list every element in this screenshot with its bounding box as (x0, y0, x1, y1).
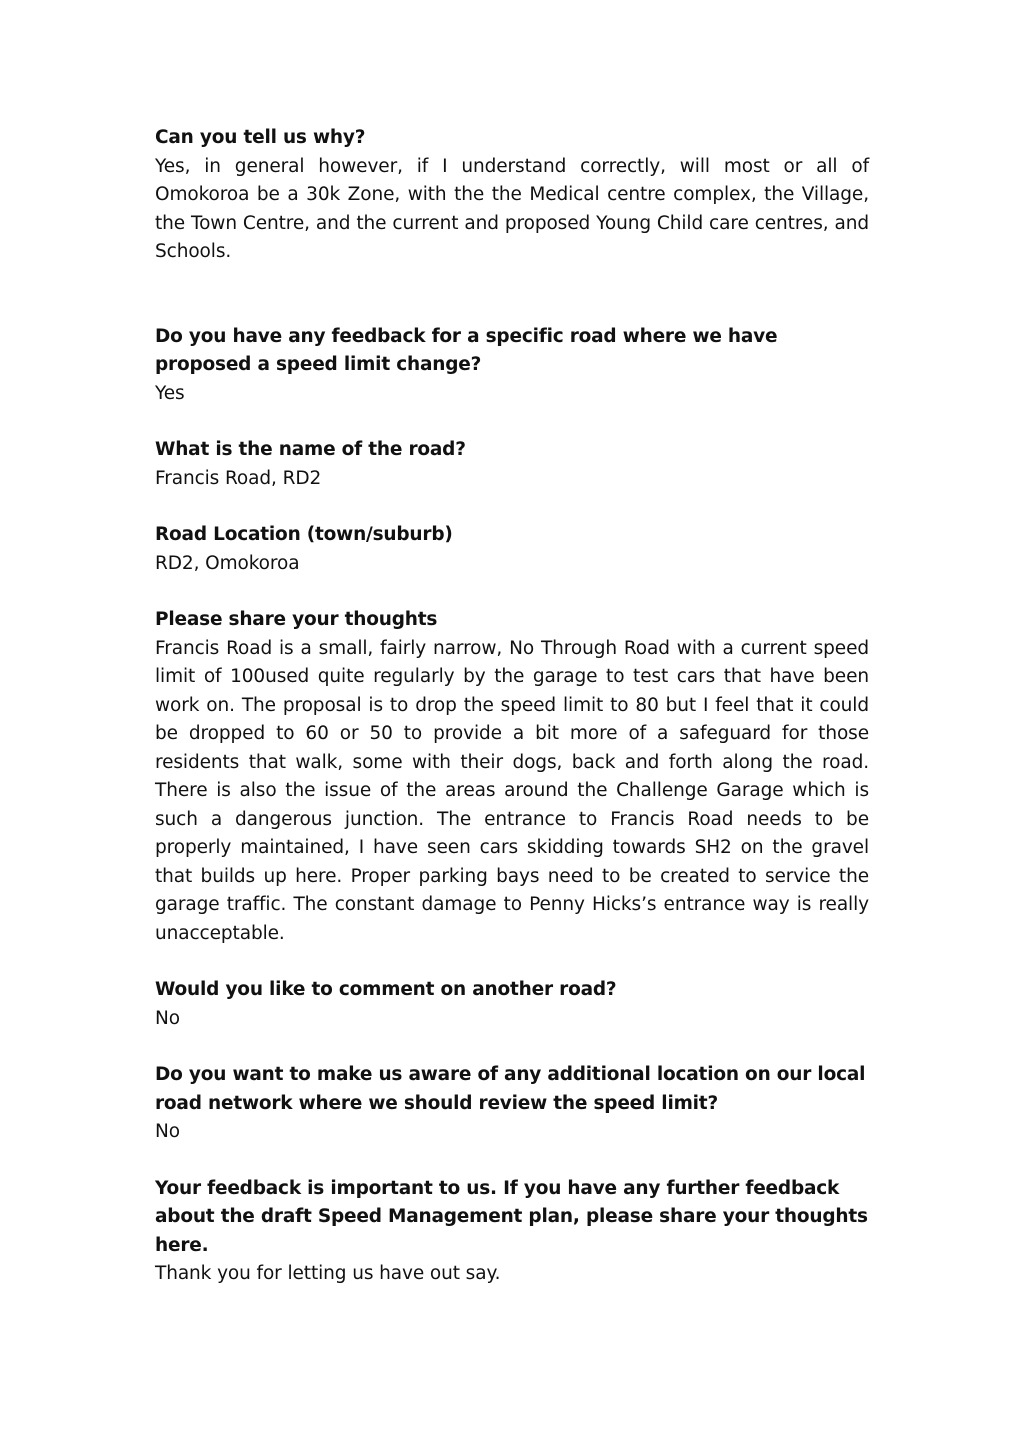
section-further-feedback (155, 1175, 869, 1289)
question-heading: Please share your thoughts (155, 609, 438, 630)
section-road-location (155, 521, 869, 578)
section-why (155, 124, 869, 267)
section-road-name (155, 436, 869, 493)
section-another-road (155, 976, 869, 1033)
answer-text: No (155, 1007, 180, 1029)
answer-text: Francis Road, RD2 (155, 467, 322, 489)
question-heading: Do you have any feedback for a specific road where we have proposed a speed limit change? (155, 325, 778, 375)
answer-text: RD2, Omokoroa (155, 552, 300, 574)
answer-text: Francis Road is a small, fairly narrow, No Through Road with a current speed limit of 100used quite regularly by the garage to test cars that have been work on. The proposal is to drop the speed limit to 80 but I feel that it could be dropped to 60 or 50 to provide a bit more of a safeguard for those residents that walk, some with their dogs, back and forth along the road. There is also the issue of the areas around the Challenge Garage which is such a dangerous junction. The entrance to Francis Road needs to be properly maintained, I have seen cars skidding towards SH2 on the gravel that builds up here. Proper parking bays need to be created to service the garage traffic. The constant damage to Penny Hicks’s entrance way is really unacceptable. (155, 637, 869, 944)
document-page (155, 124, 869, 1289)
section-specific-road (155, 323, 869, 409)
question-heading: What is the name of the road? (155, 439, 466, 460)
question-heading: Your feedback is important to us. If you have any further feedback about the draft Speed Management plan, please share your thoughts here. (155, 1177, 868, 1256)
question-heading: Do you want to make us aware of any additional location on our local road network where we should review the speed limit? (155, 1064, 866, 1114)
section-thoughts (155, 606, 869, 948)
answer-text: Yes, in general however, if I understand correctly, will most or all of Omokoroa be a 30k Zone, with the the Medical centre complex, the Village, the Town Centre, and the current and proposed Young Child care centres, and Schools. (155, 155, 869, 262)
answer-text: Thank you for letting us have out say. (155, 1263, 501, 1284)
question-heading: Road Location (town/suburb) (155, 524, 453, 545)
question-heading: Would you like to comment on another road? (155, 979, 617, 1000)
answer-text: Yes (155, 382, 185, 404)
answer-text: No (155, 1121, 180, 1142)
question-heading: Can you tell us why? (155, 127, 366, 148)
section-additional-location (155, 1061, 869, 1147)
